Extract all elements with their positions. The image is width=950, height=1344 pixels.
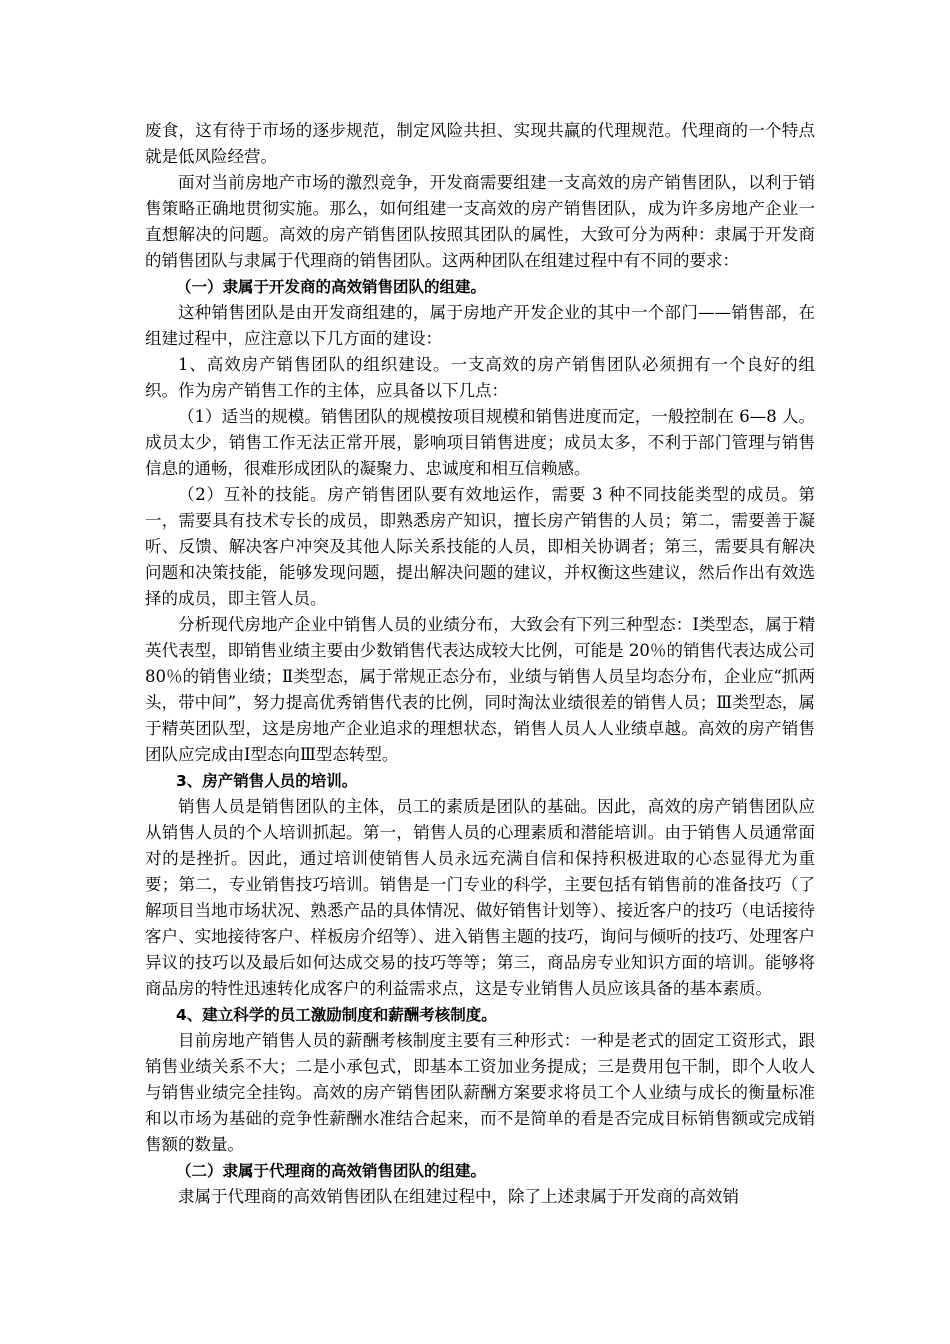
section-heading-incentives: 4、建立科学的员工激励制度和薪酬考核制度。 xyxy=(176,1006,497,1024)
paragraph-skills: （2）互补的技能。房产销售团队要有效地运作，需要 3 种不同技能类型的成员。第一，需要具有技术专长的成员，即熟悉房产知识，擅长房产销售的人员；第二，需要善于凝听、反馈、解决客户冲突及其他人际关系技能的人员，即相关协调者；第三，需要具有解决问题和决策技能，能够发现问题，提出解决问题的建议，并权衡这些建议，然后作出有效选择的成员，即主管人员。 xyxy=(145,485,815,608)
section-heading-developer-team: （一）隶属于开发商的高效销售团队的组建。 xyxy=(176,278,487,296)
section-heading-training: 3、房产销售人员的培训。 xyxy=(176,772,358,790)
paragraph-organization: 1、高效房产销售团队的组织建设。一支高效的房产销售团队必须拥有一个良好的组织。作为房产销售工作的主体，应具备以下几点： xyxy=(145,355,815,400)
paragraph-intro: 面对当前房地产市场的激烈竞争，开发商需要组建一支高效的房产销售团队，以利于销售策略正确地贯彻实施。那么，如何组建一支高效的房产销售团队，成为许多房地产企业一直想解决的问题。高效的房产销售团队按照其团队的属性，大致可分为两种：隶属于开发商的销售团队与隶属于代理商的销售团队。这两种团队在组建过程中有不同的要求： xyxy=(145,173,815,270)
paragraph-continuation: 废食，这有待于市场的逐步规范，制定风险共担、实现共赢的代理规范。代理商的一个特点就是低风险经营。 xyxy=(145,121,815,166)
document-page xyxy=(145,118,815,1210)
paragraph-incentives: 目前房地产销售人员的薪酬考核制度主要有三种形式：一种是老式的固定工资形式，跟销售业绩关系不大；二是小承包式，即基本工资加业务提成；三是费用包干制，即个人收人与销售业绩完全挂钩。高效的房产销售团队薪酬方案要求将员工个人业绩与成长的衡量标准和以市场为基础的竞争性薪酬水准结合起来，而不是简单的看是否完成目标销售额或完成销售额的数量。 xyxy=(145,1031,815,1154)
paragraph-training: 销售人员是销售团队的主体，员工的素质是团队的基础。因此，高效的房产销售团队应从销售人员的个人培训抓起。第一，销售人员的心理素质和潜能培训。由于销售人员通常面对的是挫折。因此，通过培训使销售人员永远充满自信和保持积极进取的心态显得尤为重要；第二，专业销售技巧培训。销售是一门专业的科学，主要包括有销售前的准备技巧（了解项目当地市场状况、熟悉产品的具体情况、做好销售计划等）、接近客户的技巧（电话接待客户、实地接待客户、样板房介绍等）、进入销售主题的技巧，询问与倾听的技巧、处理客户异议的技巧以及最后如何达成交易的技巧等等；第三，商品房专业知识方面的培训。能够将商品房的特性迅速转化成客户的利益需求点，这是专业销售人员应该具备的基本素质。 xyxy=(145,797,815,998)
paragraph-performance-types: 分析现代房地产企业中销售人员的业绩分布，大致会有下列三种型态：Ⅰ类型态，属于精英代表型，即销售业绩主要由少数销售代表达成较大比例，可能是 20％的销售代表达成公司 80％的销售业绩；Ⅱ类型态，属于常规正态分布，业绩与销售人员呈均态分布，企业应“抓两头，带中间”，努力提高优秀销售代表的比例，同时淘汰业绩很差的销售人员；Ⅲ类型态，属于精英团队型，这是房地产企业追求的理想状态，销售人员人人业绩卓越。高效的房产销售团队应完成由Ⅰ型态向Ⅲ型态转型。 xyxy=(145,615,815,764)
paragraph-scale: （1）适当的规模。销售团队的规模按项目规模和销售进度而定，一般控制在 6—8 人。成员太少，销售工作无法正常开展，影响项目销售进度；成员太多，不利于部门管理与销售信息的通畅，很难形成团队的凝聚力、忠诚度和相互信赖感。 xyxy=(145,407,815,478)
paragraph-agent-team: 隶属于代理商的高效销售团队在组建过程中，除了上述隶属于开发商的高效销 xyxy=(178,1187,739,1206)
paragraph-developer-team: 这种销售团队是由开发商组建的，属于房地产开发企业的其中一个部门——销售部，在组建过程中，应注意以下几方面的建设： xyxy=(145,303,815,348)
section-heading-agent-team: （二）隶属于代理商的高效销售团队的组建。 xyxy=(176,1162,487,1180)
